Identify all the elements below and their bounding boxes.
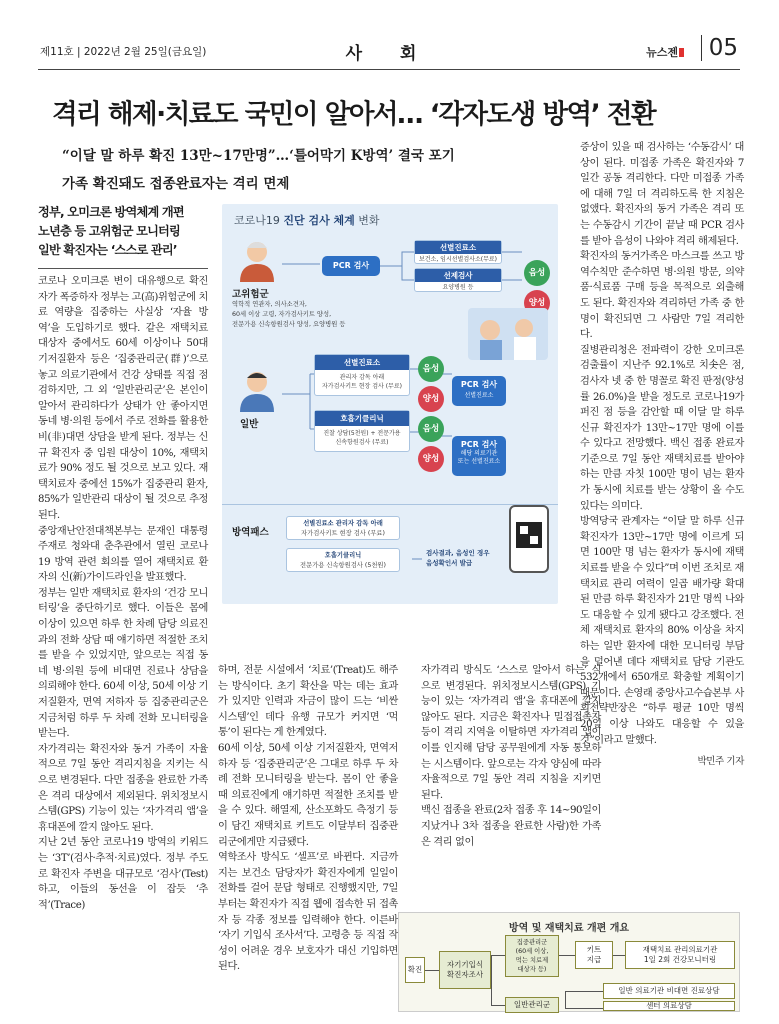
connector bbox=[491, 955, 505, 956]
negative-badge: 음성 bbox=[418, 416, 444, 442]
preemptive-test-box bbox=[414, 268, 502, 292]
lead-line: 정부, 오미크론 방역체계 개편 bbox=[38, 205, 184, 219]
box-desc: 보건소, 임시선별검사소(무료) bbox=[418, 256, 498, 263]
article-headline: 격리 해제·치료도 국민이 알아서… ‘각자도생 방역’ 전환 bbox=[52, 99, 656, 130]
box-desc bbox=[315, 426, 409, 447]
subheadline-2: 가족 확진돼도 접종완료자는 격리 면제 bbox=[62, 176, 290, 192]
qr-phone-icon bbox=[508, 504, 550, 574]
page-number: 05 bbox=[701, 35, 738, 61]
box-title: 호흡기클리닉 bbox=[324, 552, 362, 559]
paragraph: 증상이 있을 때 검사하는 ‘수동감시’ 대상이 된다. 미접종 가족은 확진자와 7일간 공동 격리한다. 다만 미접종 가족에 대해 7일 더 격리하도록 한 지침은 없앴다. 확진자의 동거 가족은 격리 또는 수동감시 기간이 끝날 때 PCR 검사를 받아 음성이 나와야 격리 해제된다. bbox=[580, 142, 744, 247]
paragraph: 확진자의 동거가족은 마스크를 쓰고 방역수칙만 준수하면 병·의원 방문, 의약품·식료품 구매 등을 목적으로 외출해도 된다. 확진자와 격리하던 가족 중 한 명이 확진되면 그 사람만 7일 격리한다. bbox=[580, 251, 744, 341]
desc-line: 진찰 상담(5천원) + 전문가용 bbox=[323, 430, 401, 437]
desc-line: 음성확인서 발급 bbox=[426, 559, 473, 567]
screening-clinic-box bbox=[414, 240, 502, 264]
line: 집중관리군 bbox=[516, 939, 548, 946]
desc-line: 선별진료소 관리자 감독 아래 bbox=[303, 520, 383, 527]
body-column-3 bbox=[421, 663, 601, 850]
intensive-group-box bbox=[505, 935, 559, 977]
desc-line: 관리자 감독 아래 bbox=[339, 374, 385, 381]
connector bbox=[559, 955, 575, 956]
box-title: 선별진료소 bbox=[415, 241, 501, 254]
desc-line: 또는 선별진료소 bbox=[457, 458, 501, 465]
positive-badge: 양성 bbox=[418, 386, 444, 412]
title-suffix: 변화 bbox=[354, 214, 380, 227]
kit-box bbox=[575, 941, 613, 969]
body-column-2 bbox=[218, 663, 398, 975]
box-title: 선별진료소 bbox=[315, 355, 409, 370]
box-title: PCR 검사 bbox=[460, 380, 498, 389]
pass-respiratory-box bbox=[286, 548, 400, 572]
lead-line: 일반 확진자는 ‘스스로 관리’ bbox=[38, 243, 177, 257]
logo-mark-icon bbox=[679, 48, 684, 57]
connector bbox=[565, 1008, 603, 1009]
pass-result-note bbox=[426, 548, 490, 568]
desc-line: 신속항원검사 (무료) bbox=[335, 439, 389, 446]
self-survey-box bbox=[439, 951, 491, 989]
paragraph: 방역당국 관계자는 “이달 말 하루 신규 확진자가 13만~17만 명에 이르게 되면 100만 명 넘는 환자가 동시에 재택치료를 받을 수 있다”며 이번 조치로 재택치료 관리 여력이 일곱 배가량 확대된 만큼 하루 확진자가 21만 명씩 나와도 대응할 수 있게 됐다고 강조했다. 전체 재택치료 환자의 80% 이상을 차지하는 일반 환자에 대한 모니터링 부담을 덜어낸 데다 재택치료 담당 기관도 532개에서 650개로 확충할 계획이기 때문이다. 손영래 중앙사고수습본부 사회전략반장은 “하루 평균 10만 명씩 20일 이상 나와도 대응할 수 있을 것”이라고 말했다. bbox=[580, 516, 744, 746]
title-bold: 진단 검사 체계 bbox=[283, 214, 355, 227]
issue-date: 제11호 | 2022년 2월 25일(금요일) bbox=[40, 46, 207, 58]
lead-summary bbox=[38, 203, 208, 269]
pcr-test-box-2 bbox=[452, 376, 506, 406]
paragraph: 백신 접종을 완료(2차 접종 후 14~90일이 지났거나 3차 접종을 완료한 사람)한 가족은 격리 없이 bbox=[421, 805, 601, 848]
line: 키트 bbox=[586, 945, 602, 954]
publication-logo bbox=[646, 44, 684, 60]
paragraph: 정부는 일반 재택치료 환자의 ‘건강 모니터링’을 중단하기로 했다. 이들은 몸에 이상이 있으면 하루 한 차례 담당 의료진과의 전화 상담 때 얘기하면 적절한 조치를 받을 수 있었지만, 앞으로는 직접 동네 병·의원 등에 비대면 진료나 상담을 의뢰해야 한다. 60세 이상, 50세 이상 기저질환자, 면역 저하자 등 집중관리군은 지금처럼 하루 두 차례 전화 모니터링을 받는다. bbox=[38, 587, 208, 740]
byline: 박민주 기자 bbox=[697, 756, 744, 768]
line: 확진자조사 bbox=[446, 970, 484, 979]
line: (60세 이상, bbox=[515, 948, 549, 955]
paragraph: 자가격리는 확진자와 동거 가족이 자율적으로 7일 동안 격리지침을 지키는 식으로 변경된다. 다만 접종을 완료한 가족은 격리 대상에서 제외된다. 위치정보시스템(GPS) 기능이 있는 ‘자가격리 앱’을 휴대폰에 깔지 않아도 된다. bbox=[38, 743, 208, 833]
masthead bbox=[38, 34, 740, 70]
pass-screening-box bbox=[286, 516, 400, 540]
line: 자기기입식 bbox=[446, 960, 484, 969]
desc-line: 검사결과, 음성인 경우 bbox=[426, 549, 490, 557]
line: 1일 2회 건강모니터링 bbox=[643, 955, 717, 964]
box-title: 호흡기클리닉 bbox=[315, 411, 409, 426]
confirmed-box: 확진 bbox=[405, 957, 425, 983]
pcr-test-box: PCR 검사 bbox=[322, 256, 380, 276]
body-column-4 bbox=[580, 140, 744, 770]
diagram-title: 방역 및 재택치료 개편 개요 bbox=[508, 923, 630, 934]
box-desc bbox=[452, 450, 506, 466]
general-label: 일반 bbox=[240, 419, 259, 430]
paragraph: 자가격리 방식도 ‘스스로 알아서 하는’ 식으로 변경된다. 위치정보시스템(GPS) 기능이 있는 ‘자가격리 앱’을 휴대폰에 깔지 않아도 된다. 지금은 확진자나 밀접접촉자 등이 격리 지역을 이탈하면 자가격리 앱이 이를 인지해 담당 공무원에게 자동 통보하는 시스템이다. 앞으로는 각자 양심에 따라 자율적으로 7일 동안 격리 지침을 지키면 된다. bbox=[421, 665, 601, 801]
connector bbox=[613, 955, 625, 956]
box-desc: 요양병원 등 bbox=[442, 284, 474, 291]
negative-badge: 음성 bbox=[524, 260, 550, 286]
paragraph: 코로나 오미크론 변이 대유행으로 확진자가 폭증하자 정부는 고(高)위험군에 치료 역량을 집중하는 사실상 ‘자율 방역’을 도입하기로 했다. 같은 재택치료 대상자 중에서도 60세 이상이나 50대 기저질환자 등은 ‘집중관리군(群)’으로 놓고 의료기관에서 건강 상태를 직접 점검하지만, 그 외 ‘일반관리군’은 본인이 알아서 관리하다가 상태가 안 좋아지면 동네 병·의원 등에서 주로 전화를 활용한 비(非)대면 상담을 받게 된다. 정부는 신규 확진자 중 입원 대상이 10%, 재택치료가 90% 정도 될 것으로 보고 있다. 재택치료자 중에선 15%가 집중관리 환자, 85%가 일반관리 대상이 될 것으로 추정된다. bbox=[38, 276, 208, 521]
body-column-1 bbox=[38, 274, 208, 913]
box-title: PCR 검사 bbox=[460, 440, 498, 449]
desc-line: 60세 이상 고령, 자가검사키트 양성, bbox=[232, 311, 332, 318]
subheadline-1: “이달 말 하루 확진 13만~17만명”…‘틀어막기 K방역’ 결국 포기 bbox=[62, 148, 455, 164]
lead-line: 노년층 등 고위험군 모니터링 bbox=[38, 224, 181, 238]
line: 먹는 치료제 bbox=[515, 957, 549, 964]
positive-badge: 양성 bbox=[524, 290, 550, 316]
general-group-box: 일반관리군 bbox=[505, 997, 559, 1013]
paragraph: 역학조사 방식도 ‘셀프’로 바뀐다. 지금까지는 보건소 담당자가 확진자에게 일일이 전화를 걸어 문답 형태로 진행했지만, 7일부터는 확진자가 직접 웹에 접속한 뒤 접촉자 등 각종 정보를 입력해야 한다. 이른바 ‘자기 기입식 조사서’다. 고령층 등 직접 작성이 어려운 경우 보호자가 대신 기입하면 된다. bbox=[218, 852, 398, 973]
intensive-care-desc-box bbox=[625, 941, 735, 969]
general-person-icon bbox=[236, 368, 278, 412]
logo-text: 뉴스젠 bbox=[646, 46, 678, 59]
desc-line: 해당 의료기관 bbox=[460, 450, 498, 457]
positive-badge: 양성 bbox=[418, 446, 444, 472]
high-risk-label: 고위험군 bbox=[232, 289, 269, 300]
center-consult-box: 센터 의료상담 bbox=[603, 1001, 735, 1011]
respiratory-clinic-box bbox=[314, 410, 410, 452]
box-desc: 선별진료소 bbox=[464, 392, 494, 399]
box-title: 선제검사 bbox=[415, 269, 501, 282]
line: 재택치료 관리의료기관 bbox=[642, 945, 718, 954]
desc-line: 전문가용 신속항원검사 양성, 요양병원 등 bbox=[232, 321, 346, 328]
line: 대상자 등) bbox=[517, 966, 547, 973]
swab-test-illustration bbox=[468, 308, 548, 360]
section-title: 사 회 bbox=[345, 44, 433, 64]
screening-clinic-general-box bbox=[314, 354, 410, 396]
paragraph: 지난 2년 동안 코로나19 방역의 키워드는 ‘3T’(검사·추적·치료)였다. 정부 주도로 확진자 주변을 대규모로 ‘검사’(Test)하고, 이들의 동선을 이 잡듯 ‘추적’(Trace) bbox=[38, 837, 208, 911]
treatment-overview-diagram bbox=[398, 912, 740, 1012]
divider bbox=[222, 504, 558, 505]
box-desc: 전문가용 신속항원검사 (5천원) bbox=[300, 562, 386, 569]
connector bbox=[491, 955, 492, 1005]
line: 지급 bbox=[586, 955, 602, 964]
desc-line: 자가검사키트 현장 검사 (무료) bbox=[301, 530, 385, 537]
box-desc bbox=[315, 370, 409, 391]
desc-line: 역학적 연관자, 의사소견자, bbox=[232, 301, 307, 308]
desc-line: 자가검사키트 현장 검사 (무료) bbox=[322, 383, 402, 390]
connector bbox=[565, 991, 566, 1009]
paragraph: 질병관리청은 전파력이 강한 오미크론 검출률이 지난주 92.1%로 치솟은 점, 검사자 넷 중 한 명꼴로 확진 판정(양성률 26.0%)을 받을 정도로 코로나19가 퍼진 점 등을 감안할 때 이달 말 하루 신규 확진자가 13만~17만 명에 이를 수 있다고 전망했다. 백신 접종 완료자 기준으로 7일 동안 재택치료를 받아야 하는 만큼 자칫 100만 명이 넘는 환자가 동시에 치료를 받는 상황이 올 수도 있다는 의미다. bbox=[580, 344, 744, 512]
vaccine-pass-label: 방역패스 bbox=[232, 527, 269, 538]
testing-system-infographic bbox=[222, 204, 558, 604]
paragraph: 중앙재난안전대책본부는 문재인 대통령 주재로 청와대 춘추관에서 열린 코로나19 방역 관련 회의를 열어 재택치료 환자의 신(新)가이드라인을 발표했다. bbox=[38, 525, 208, 584]
title-prefix: 코로나19 bbox=[234, 214, 284, 227]
connector bbox=[491, 1005, 505, 1006]
paragraph: 60세 이상, 50세 이상 기저질환자, 면역저하자 등 ‘집중관리군’은 그대로 하루 두 차례 전화 모니터링을 받는다. 몸이 안 좋을 때 의료진에게 얘기하면 적절한 조치를 받을 수 있다. 해열제, 산소포화도 측정기 등이 담긴 재택치료 키트도 이달부터 집중관리군에게만 지급됐다. bbox=[218, 742, 398, 848]
connector bbox=[565, 991, 603, 992]
paragraph: 하며, 전문 시설에서 ‘치료’(Treat)도 해주는 방식이다. 초기 확산을 막는 데는 효과가 있지만 인력과 자금이 많이 드는 ‘비싼 시스템’인 데다 유행 규모가 커지면 ‘먹통’이 된다는 게 한계였다. bbox=[218, 665, 398, 739]
pcr-test-box-3 bbox=[452, 436, 506, 476]
general-care-desc-box: 일반 의료기관 비대면 진료상담 bbox=[603, 983, 735, 999]
negative-badge: 음성 bbox=[418, 356, 444, 382]
